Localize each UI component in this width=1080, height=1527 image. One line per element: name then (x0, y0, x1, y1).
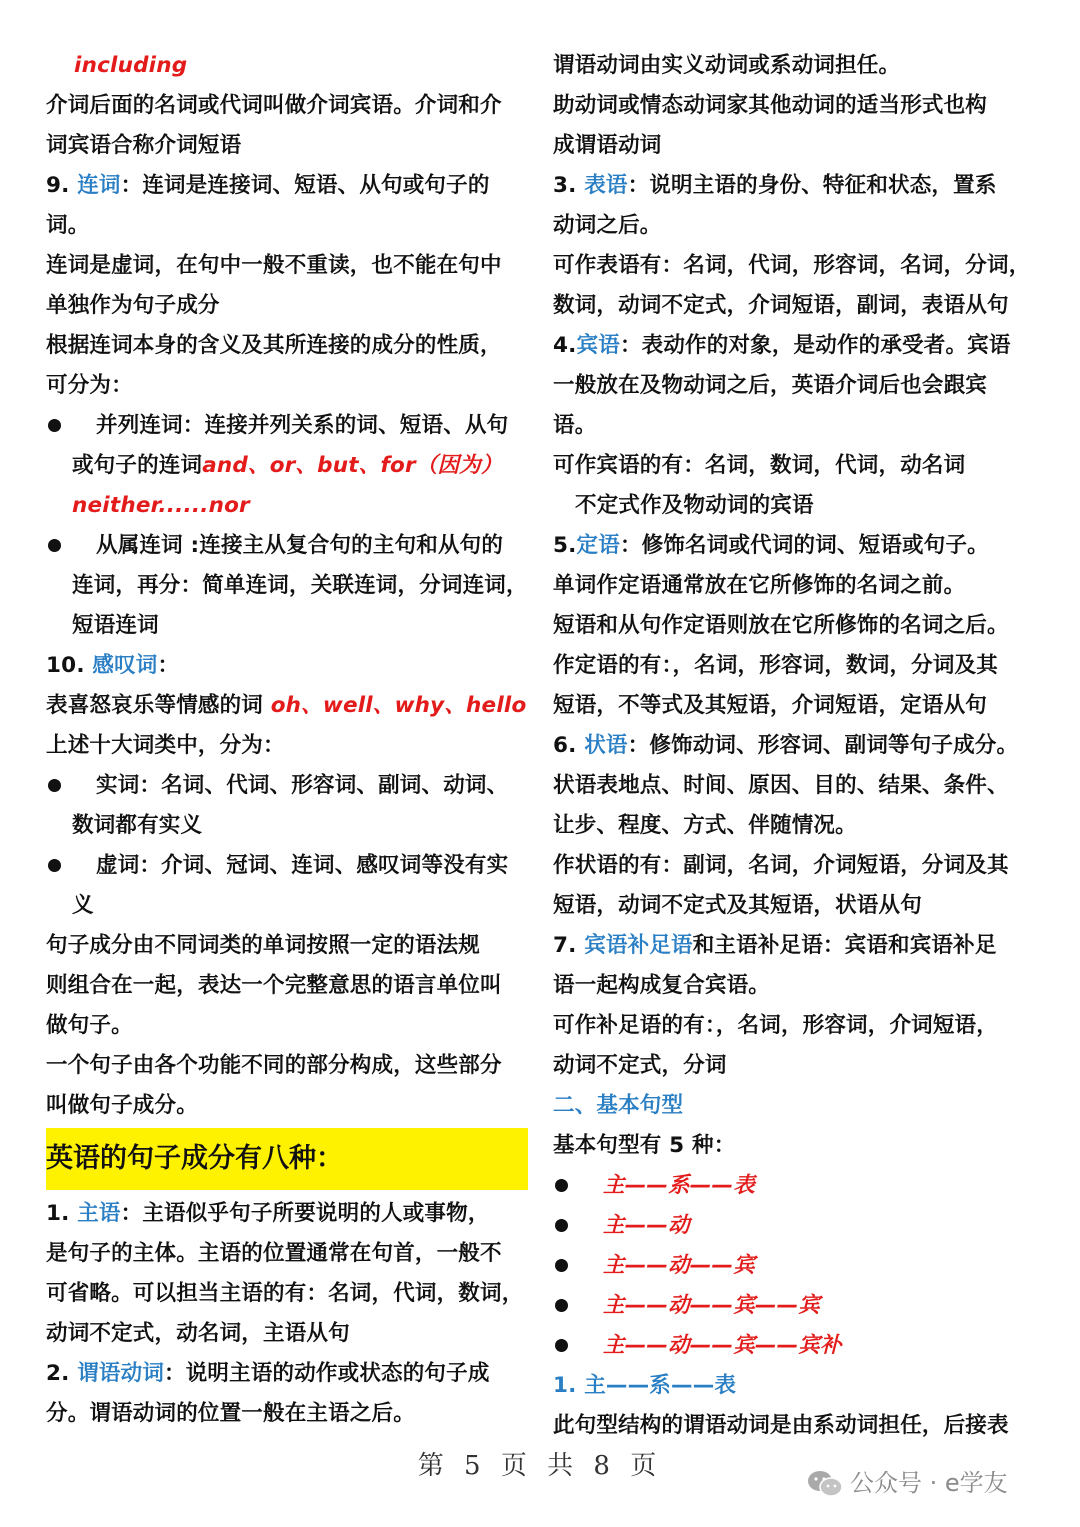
left-column (46, 46, 528, 1434)
text-line: 基本句型有 5 种： (553, 1133, 736, 1158)
item-subject: 1. 主语：主语似乎句子所要说明的人或事物， (46, 1201, 490, 1226)
bullet-item: 虚词：介词、冠词、连词、感叹词等没有实 (46, 846, 528, 886)
text-line: 连词，再分：简单连词，关联连词，分词连词， (72, 573, 528, 598)
item-adverbial: 6. 状语：修饰动词、形容词、副词等句子成分。 (553, 733, 1019, 758)
text-line: 可作宾语的有：名词，数词，代词，动名词 (553, 453, 966, 478)
item-interjection: 10. 感叹词： (46, 653, 180, 678)
text-line: 可省略。可以担当主语的有：名词，代词，数词， (46, 1281, 524, 1306)
text-line: 或句子的连词and、or、but、for（因为） (72, 453, 503, 478)
text-line: 分。谓语动词的位置一般在主语之后。 (46, 1401, 415, 1426)
item-predicative: 3. 表语：说明主语的身份、特征和状态，置系 (553, 173, 997, 198)
text-line: 谓语动词由实义动词或系动词担任。 (553, 53, 901, 78)
term-predicate: 谓语动词 (77, 1361, 165, 1386)
text-line: 动词不定式，分词 (553, 1053, 727, 1078)
text-line: 让步、程度、方式、伴随情况。 (553, 813, 857, 838)
text-line: 是句子的主体。主语的位置通常在句首，一般不 (46, 1241, 502, 1266)
text-line: 单词作定语通常放在它所修饰的名词之前。 (553, 573, 966, 598)
item-object: 4.宾语：表动作的对象，是动作的承受者。宾语 (553, 333, 1011, 358)
item-attribute: 5.定语：修饰名词或代词的词、短语或句子。 (553, 533, 989, 558)
text-line: 短语，动词不定式及其短语，状语从句 (553, 893, 922, 918)
term-interjection: 感叹词 (92, 653, 158, 678)
pattern-item: 主——动——宾 (553, 1246, 1037, 1286)
right-column (553, 46, 1037, 1446)
term-adverbial: 状语 (584, 733, 628, 758)
text-line: 句子成分由不同词类的单词按照一定的语法规 (46, 933, 481, 958)
pattern-item: 主——动——宾——宾补 (553, 1326, 1037, 1366)
text-line: 单独作为句子成分 (46, 293, 220, 318)
text-line: 语一起构成复合宾语。 (553, 973, 771, 998)
wechat-icon (806, 1469, 844, 1499)
text-line: 根据连词本身的含义及其所连接的成分的性质， (46, 333, 502, 358)
text-line: 短语，不等式及其短语，介词短语，定语从句 (553, 693, 988, 718)
text-line: 数词都有实义 (72, 813, 203, 838)
example-words: and、or、but、for（因为） (202, 453, 503, 478)
text-line: 词宾语合称介词短语 (46, 133, 242, 158)
text-line: 语。 (553, 413, 597, 438)
item-conjunction: 9. 连词：连词是连接词、短语、从句或句子的 (46, 173, 490, 198)
text-line: 成谓语动词 (553, 133, 662, 158)
text-line: 此句型结构的谓语动词是由系动词担任，后接表 (553, 1413, 1009, 1438)
text-line: 表喜怒哀乐等情感的词 oh、well、why、hello (46, 693, 527, 718)
page-footer: 第 5 页 共 8 页 (417, 1451, 663, 1481)
term-object: 宾语 (576, 333, 620, 358)
text-line: 上述十大词类中，分为： (46, 733, 285, 758)
term-attribute: 定语 (576, 533, 620, 558)
term-conjunction: 连词 (77, 173, 121, 198)
text-line: 状语表地点、时间、原因、目的、结果、条件、 (553, 773, 1009, 798)
text-line: 作状语的有：副词，名词，介词短语，分词及其 (553, 853, 1009, 878)
text-line: 短语连词 (72, 613, 159, 638)
section-heading-sentence-patterns: 二、基本句型 (553, 1093, 684, 1118)
text-line: 作定语的有：，名词，形容词，数词，分词及其 (553, 653, 998, 678)
subsection-heading: 1. 主——系——表 (553, 1373, 737, 1398)
text-line: 一个句子由各个功能不同的部分构成，这些部分 (46, 1053, 502, 1078)
text-line (46, 486, 528, 526)
example-words: oh、well、why、hello (270, 693, 527, 718)
text-line: 动词不定式，动名词，主语从句 (46, 1321, 350, 1346)
text-line: 叫做句子成分。 (46, 1093, 198, 1118)
text-line: 可分为： (46, 373, 133, 398)
section-heading: 英语的句子成分有八种： (46, 1128, 528, 1190)
bullet-item: 并列连词：连接并列关系的词、短语、从句 (46, 406, 528, 446)
text-line: 助动词或情态动词家其他动词的适当形式也构 (553, 93, 988, 118)
text-line: 可作补足语的有：，名词，形容词，介词短语， (553, 1013, 998, 1038)
bullet-item: 从属连词 :连接主从复合句的主句和从句的 (46, 526, 528, 566)
text-line: 可作表语有：名词，代词，形容词，名词，分词， (553, 253, 1031, 278)
text-line: 则组合在一起，表达一个完整意思的语言单位叫 (46, 973, 502, 998)
term-subject: 主语 (77, 1201, 121, 1226)
text-line: 做句子。 (46, 1013, 133, 1038)
text-line: 连词是虚词，在句中一般不重读，也不能在句中 (46, 253, 502, 278)
pattern-item: 主——系——表 (553, 1166, 1037, 1206)
item-predicate: 2. 谓语动词：说明主语的动作或状态的句子成 (46, 1361, 490, 1386)
keyword-including: including (74, 53, 188, 78)
term-predicative: 表语 (584, 173, 628, 198)
bullet-item: 实词：名词、代词、形容词、副词、动词、 (46, 766, 528, 806)
text-line: 义 (72, 893, 94, 918)
pattern-item: 主——动——宾——宾 (553, 1286, 1037, 1326)
example-words: neither......nor (72, 493, 250, 518)
pattern-item: 主——动 (553, 1206, 1037, 1246)
text-line: 动词之后。 (553, 213, 662, 238)
text-line: 一般放在及物动词之后，英语介词后也会跟宾 (553, 373, 988, 398)
text-line: 短语和从句作定语则放在它所修饰的名词之后。 (553, 613, 1009, 638)
watermark (806, 1463, 1008, 1503)
term-object-complement: 宾语补足语 (584, 933, 693, 958)
text-line: 数词，动词不定式，介词短语，副词，表语从句 (553, 293, 1009, 318)
text-line: 介词后面的名词或代词叫做介词宾语。介词和介 (46, 93, 502, 118)
text-line: 不定式作及物动词的宾语 (575, 493, 814, 518)
item-complement: 7. 宾语补足语和主语补足语：宾语和宾语补足 (553, 933, 997, 958)
text-line: 词。 (46, 213, 90, 238)
watermark-text: 公众号 · e学友 (850, 1469, 1008, 1497)
